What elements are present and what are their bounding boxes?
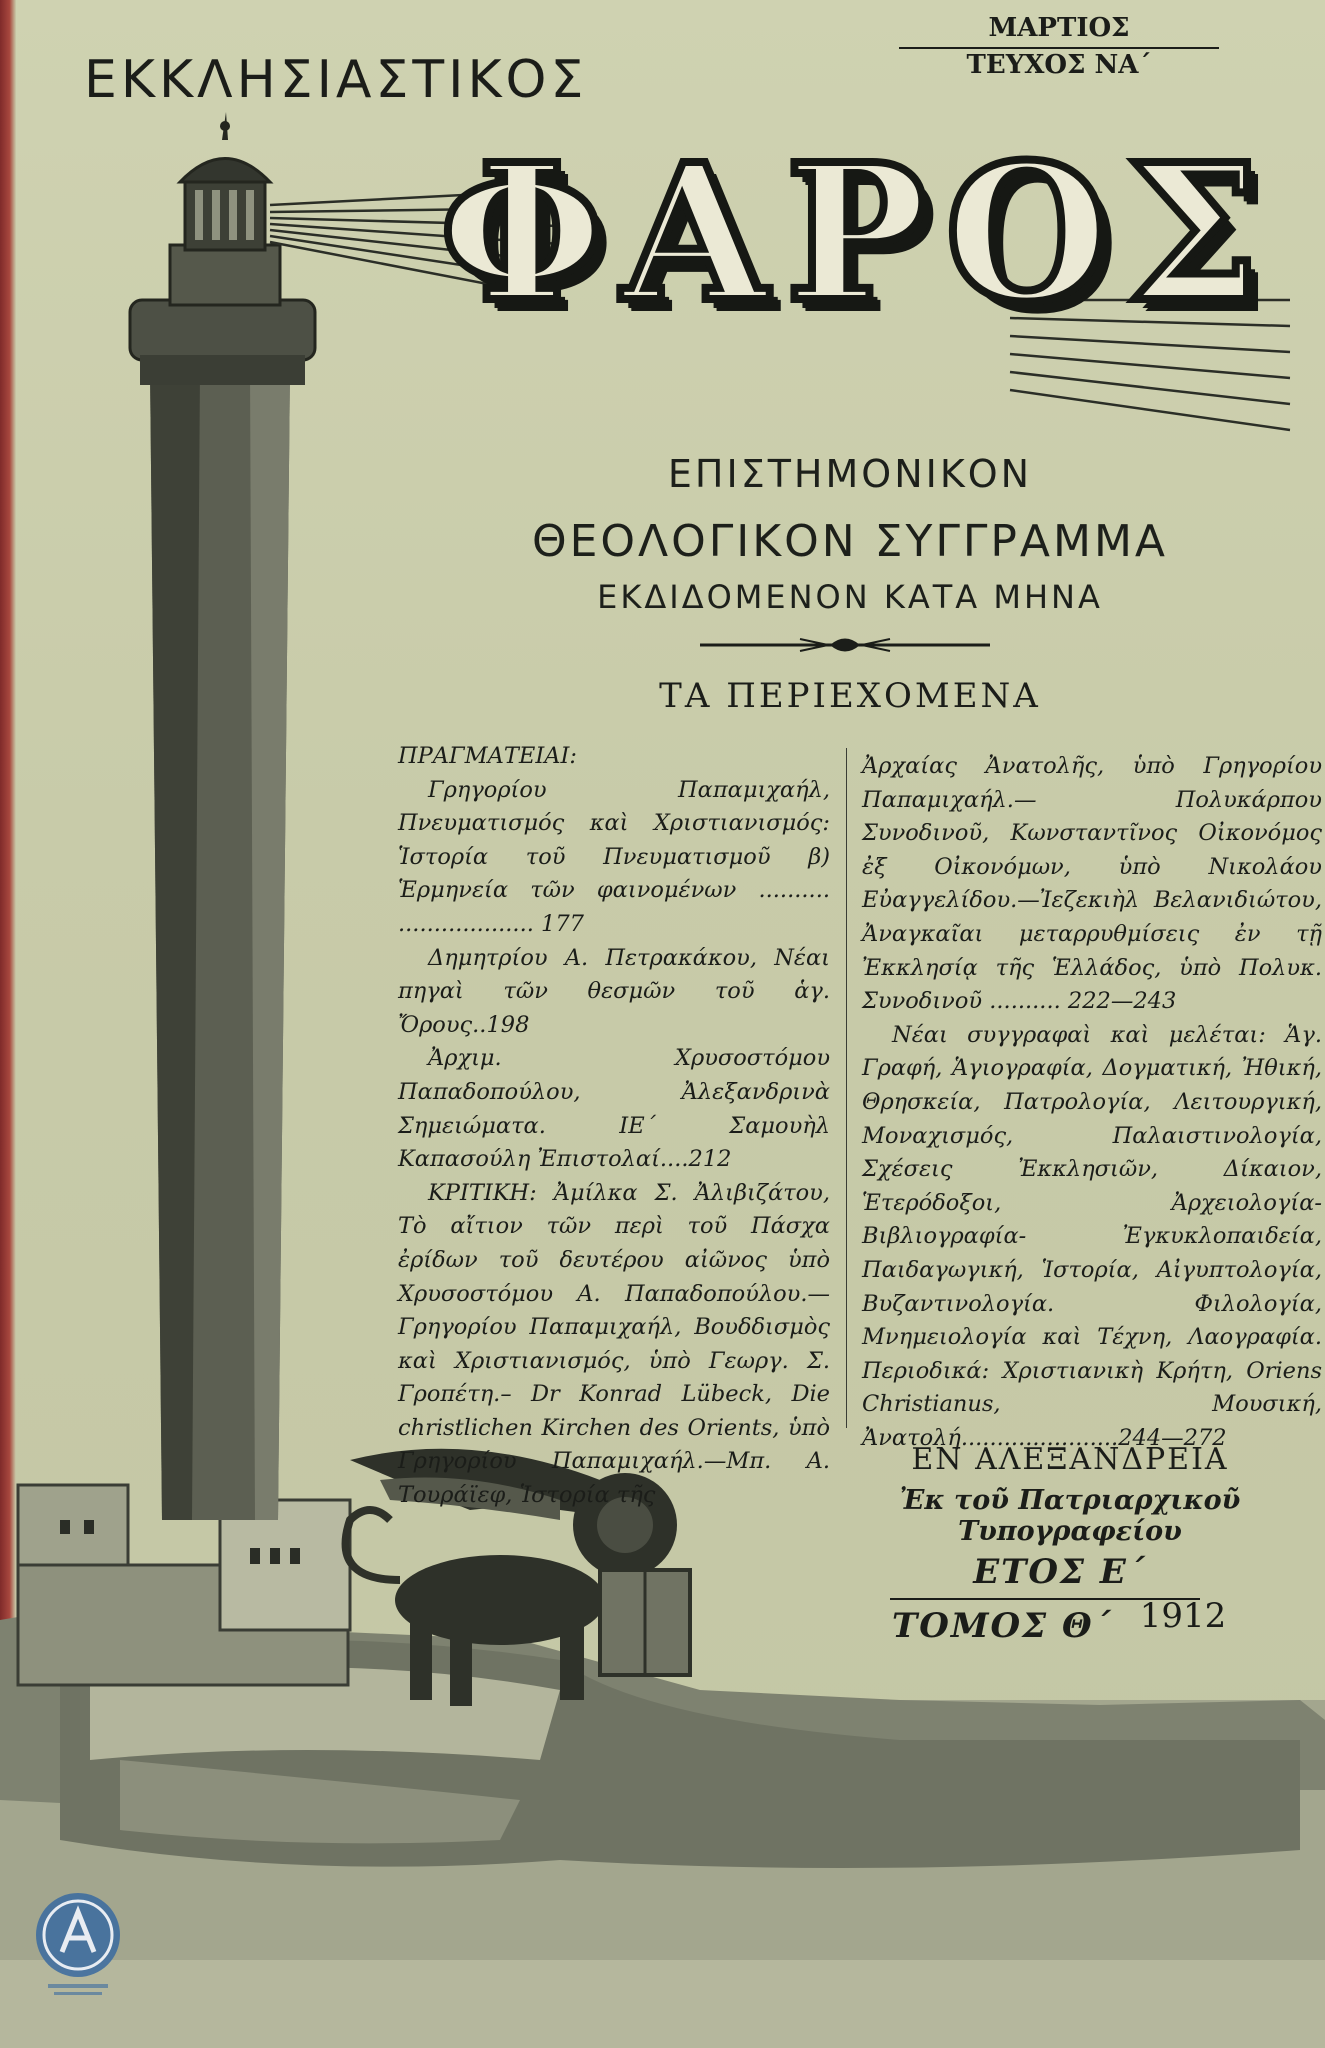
contents-heading: ΤΑ ΠΕΡΙΕΧΟΜΕΝΑ [659, 676, 1041, 716]
contents-entry: ΚΡΙΤΙΚΗ: Ἀμίλκα Σ. Ἀλιβιζάτου, Τὸ αἴτιον τῶν περὶ τοῦ Πάσχα ἐρίδων τοῦ δευτέρου αἰῶνος ὑπὸ Χρυσοστόμου Α. Παπαδοπούλου.— Γρηγορίου Παπαμιχαήλ, Βουδδισμὸς καὶ Χριστιανισμός, ὑπὸ Γεωργ. Σ. Γροπέτη.– Dr Konrad Lübeck, Die christlichen Kirchen des Orients, ὑπὸ Γρηγορίου Παπαμιχαήλ.—Μπ. Α. Τουράϊεφ, Ἱστορία τῆς [398, 1179, 830, 1509]
contents-entry: Ἀρχιμ. Χρυσοστόμου Παπαδοπούλου, Ἀλεξανδρινὰ Σημειώματα. ΙΕ΄ Σαμουὴλ Καπασούλη Ἐπιστολαί....212 [398, 1045, 830, 1173]
imprint-place: ΕΝ ΑΛΕΞΑΝΔΡΕΙΑ [911, 1442, 1229, 1477]
library-seal-icon [28, 1890, 128, 2000]
volume-label: ΤΟΜΟΣ Θ΄ [892, 1606, 1113, 1646]
ornament-divider [700, 630, 990, 660]
imprint [820, 1442, 1320, 1547]
issue-number: ΤΕΥΧΟΣ ΝΑ΄ [966, 50, 1152, 81]
subtitle-line-3: ΕΚΔΙΔΟΜΕΝΟΝ ΚΑΤΑ ΜΗΝΑ [597, 578, 1103, 616]
contents-entry: Γρηγορίου Παπαμιχαήλ, Πνευματισμός καὶ Χριστιανισμός: Ἱστορία τοῦ Πνευματισμοῦ β) Ἑρμηνεία τῶν φαινομένων .......... ................... 177 [398, 776, 830, 937]
imprint-press: Ἐκ τοῦ Πατριαρχικοῦ Τυπογραφείου [899, 1485, 1241, 1547]
issue-month: ΜΑΡΤΙΟΣ [988, 13, 1130, 43]
contents-entry: ΠΡΑΓΜΑΤΕΙΑΙ: [398, 743, 577, 769]
year-label: ΕΤΟΣ Ε΄ [973, 1552, 1147, 1592]
main-title: ΦΑΡΟΣ [440, 123, 1278, 344]
contents-right-column [862, 750, 1322, 1455]
issue-info [899, 12, 1219, 83]
publication-year: 1912 [1139, 1596, 1227, 1636]
series-title: ΕΚΚΛΗΣΙΑΣΤΙΚΟΣ [84, 50, 588, 110]
column-divider [846, 748, 847, 1428]
contents-entry: Δημητρίου Α. Πετρακάκου, Νέαι πηγαὶ τῶν θεσμῶν τοῦ ἁγ. Ὄρους..198 [398, 944, 830, 1038]
contents-entry: Νέαι συγγραφαὶ καὶ μελέται: Ἁγ. Γραφή, Ἁγιογραφία, Δογματική, Ἠθική, Θρησκεία, Πατρολογία, Λειτουργική, Μοναχισμός, Παλαιστινολογία, Σχέσεις Ἐκκλησιῶν, Δίκαιον, Ἑτερόδοξοι, Ἀρχειολογία- Βιβλιογραφία- Ἐγκυκλοπαιδεία, Παιδαγωγική, Ἱστορία, Αἰγυπτολογία, Βυζαντινολογία. Φιλολογία, Μνημειολογία καὶ Τέχνη, Λαογραφία. Περιοδικά: Χριστιανικὴ Κρήτη, Oriens Christianus, Μουσική, Ἀνατολή......................244—272 [862, 1021, 1322, 1451]
volume-info [880, 1552, 1240, 1646]
contents-left-column [398, 740, 830, 1513]
contents-entry: Ἀρχαίας Ἀνατολῆς, ὑπὸ Γρηγορίου Παπαμιχαήλ.— Πολυκάρπου Συνοδινοῦ, Κωνσταντῖνος Οἰκονόμος ἐξ Οἰκονόμων, ὑπὸ Νικολάου Εὐαγγελίδου.—Ἰεζεκιὴλ Βελανιδιώτου, Ἀναγκαῖαι μεταρρυθμίσεις ἐν τῇ Ἐκκλησίᾳ τῆς Ἑλλάδος, ὑπὸ Πολυκ. Συνοδινοῦ .......... 222—243 [862, 753, 1322, 1015]
subtitle-line-1: ΕΠΙΣΤΗΜΟΝΙΚΟΝ [667, 452, 1033, 496]
subtitle-line-2: ΘΕΟΛΟΓΙΚΟΝ ΣΥΓΓΡΑΜΜΑ [531, 516, 1169, 567]
